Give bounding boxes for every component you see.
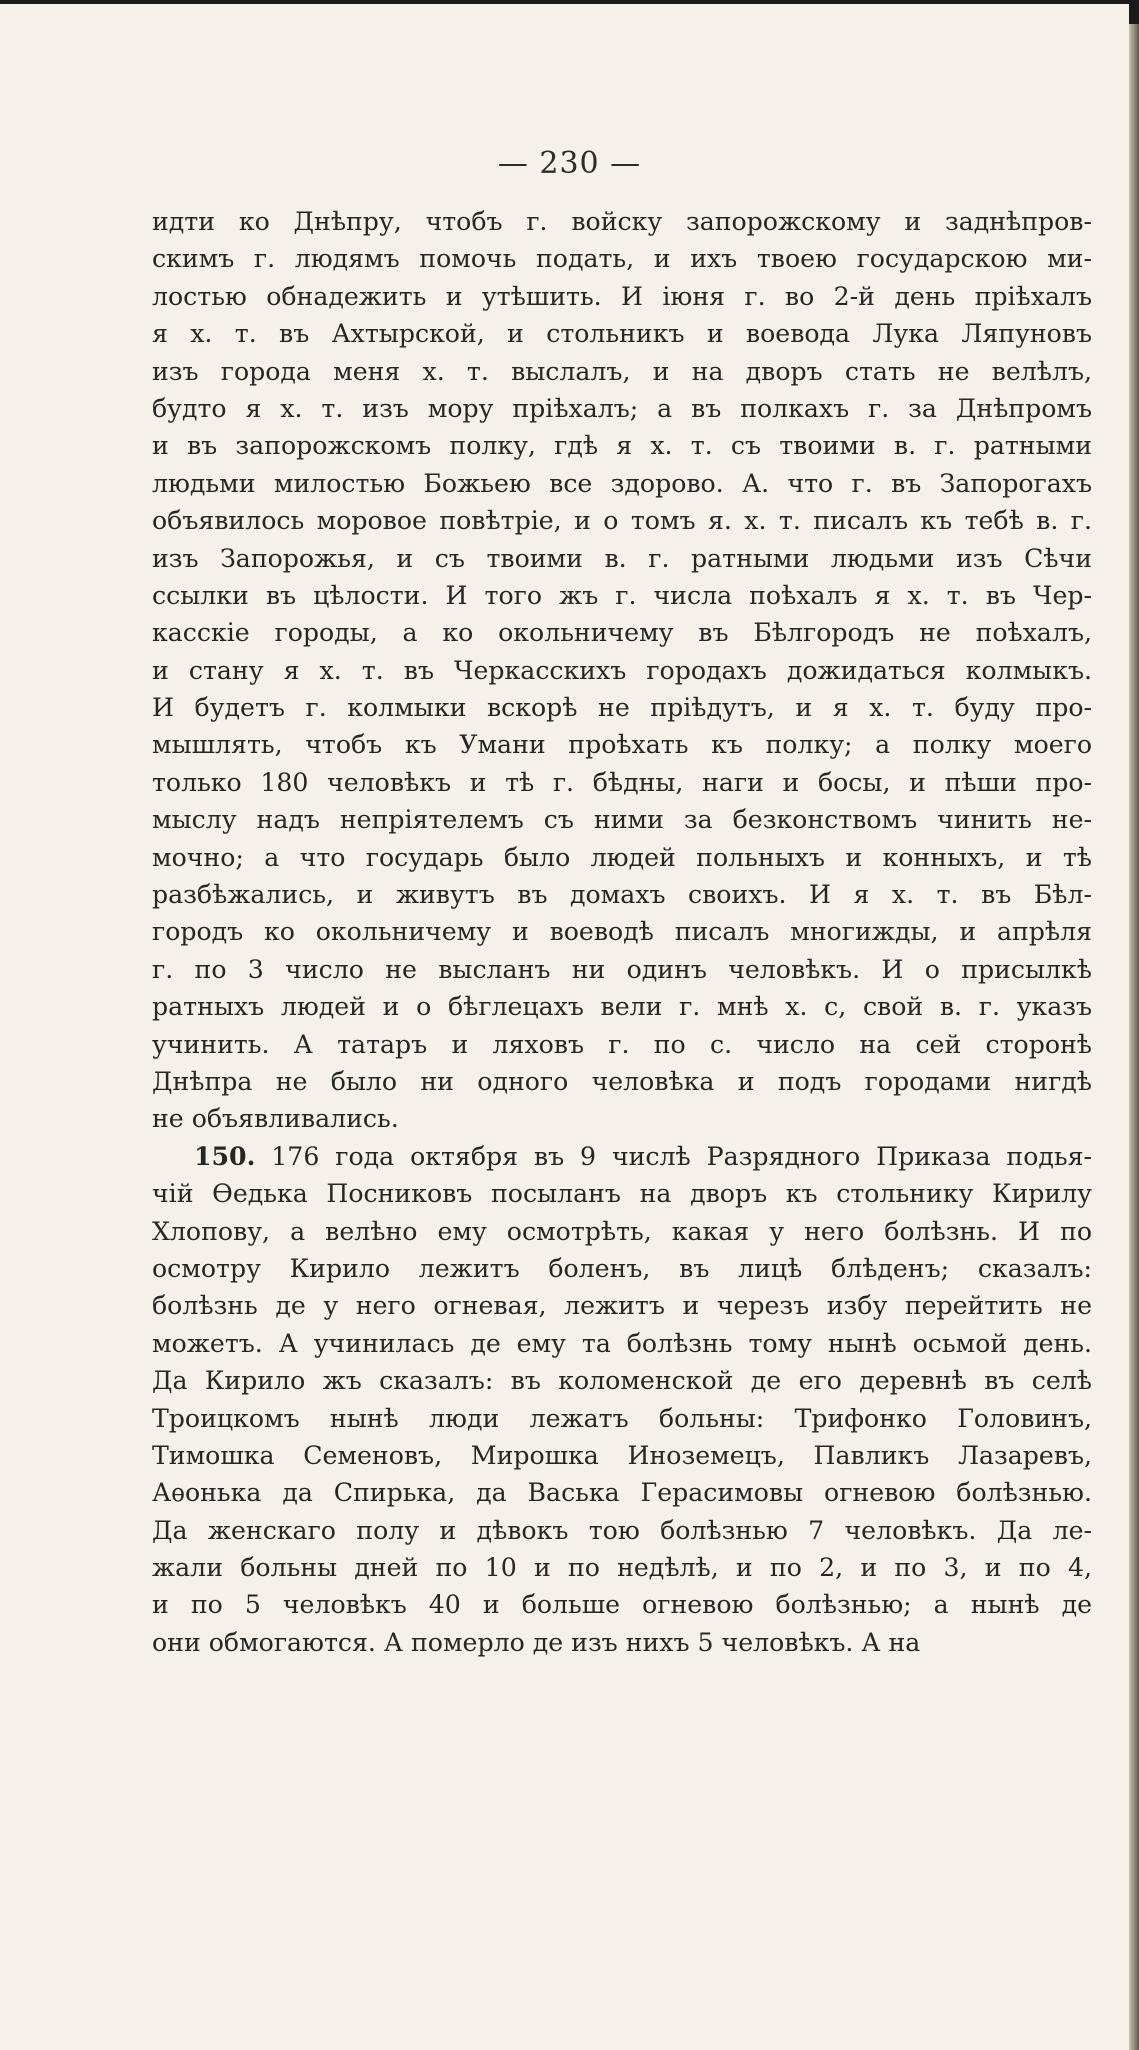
page-edge-corner: [1129, 0, 1139, 24]
text-line: изъ города меня х. т. выслалъ, и на дворъ стать не велѣлъ,: [152, 356, 1092, 386]
text-line: изъ Запорожья, и съ твоими в. г. ратными людьми изъ Сѣчи: [152, 543, 1092, 573]
text-line: Аѳонька да Спирька, да Васька Герасимовы огневою болѣзнью.: [152, 1478, 1092, 1508]
page-edge-shadow: [1129, 0, 1139, 2050]
text-line: и стану я х. т. въ Черкасскихъ городахъ дожидаться колмыкъ.: [152, 655, 1092, 685]
text-line: идти ко Днѣпру, чтобъ г. войску запорожскому и заднѣпров-: [152, 207, 1092, 236]
text-line: городъ ко окольничему и воеводѣ писалъ многижды, и апрѣля: [152, 917, 1092, 947]
text-line: касскіе городы, а ко окольничему въ Бѣлгородъ не поѣхалъ,: [152, 618, 1092, 648]
text-line: болѣзнь де у него огневая, лежитъ и черезъ избу перейтить не: [152, 1291, 1092, 1321]
page-number: — 230 —: [497, 146, 642, 181]
first-line-text: 176 года октября въ 9 числѣ Разрядного Приказа подья-: [271, 1141, 1092, 1171]
text-line: чій Ѳедька Посниковъ посыланъ на дворъ къ стольнику Кирилу: [152, 1179, 1092, 1209]
text-line: учинить. А татаръ и ляховъ г. по с. число на сей сторонѣ: [152, 1029, 1092, 1059]
text-line: Хлопову, а велѣно ему осмотрѣть, какая у него болѣзнь. И по: [152, 1216, 1092, 1246]
text-line: мыслу надъ непріятелемъ съ ними за безконствомъ чинить не-: [152, 805, 1092, 835]
text-line: людьми милостью Божьею все здорово. А. что г. въ Запорогахъ: [152, 468, 1092, 498]
text-line: г. по 3 число не высланъ ни одинъ человѣкъ. И о присылкѣ: [152, 954, 1092, 984]
text-line: лостью обнадежить и утѣшить. И іюня г. во 2-й день пріѣхалъ: [152, 281, 1092, 311]
text-line: ссылки въ цѣлости. И того жъ г. числа поѣхалъ я х. т. въ Чер-: [152, 580, 1092, 610]
text-line: ратныхъ людей и о бѣглецахъ вели г. мнѣ х. с, свой в. г. указъ: [152, 992, 1092, 1022]
body-text: [152, 203, 1092, 1661]
text-line: Троицкомъ нынѣ люди лежатъ больны: Трифонко Головинъ,: [152, 1403, 1092, 1433]
text-line: я х. т. въ Ахтырской, и стольникъ и воевода Лука Ляпуновъ: [152, 319, 1092, 349]
text-line: можетъ. А учинилась де ему та болѣзнь тому нынѣ осьмой день.: [152, 1328, 1092, 1358]
paragraph: [152, 203, 1092, 1138]
text-line: Да Кирило жъ сказалъ: въ коломенской де его деревнѣ въ селѣ: [152, 1366, 1092, 1396]
text-line: будто я х. т. изъ мору пріѣхалъ; а въ полкахъ г. за Днѣпромъ: [152, 393, 1092, 423]
text-line: жали больны дней по 10 и по недѣлѣ, и по 2, и по 3, и по 4,: [152, 1553, 1092, 1583]
text-line: осмотру Кирило лежитъ боленъ, въ лицѣ блѣденъ; сказалъ:: [152, 1253, 1092, 1283]
text-line: скимъ г. людямъ помочь подать, и ихъ твоею государскою ми-: [152, 244, 1092, 274]
text-line: и по 5 человѣкъ 40 и больше огневою болѣзнью; а нынѣ де: [152, 1590, 1092, 1620]
text-line: объявилось моровое повѣтріе, и о томъ я. х. т. писалъ къ тебѣ в. г.: [152, 506, 1092, 536]
text-line: Да женскаго полу и дѣвокъ тою болѣзнью 7 человѣкъ. Да ле-: [152, 1515, 1092, 1545]
text-line: мышлять, чтобъ къ Умани проѣхать къ полку; а полку моего: [152, 730, 1092, 760]
text-line: разбѣжались, и живутъ въ домахъ своихъ. И я х. т. въ Бѣл-: [152, 880, 1092, 910]
text-line: мочно; а что государь было людей польныхъ и конныхъ, и тѣ: [152, 842, 1092, 872]
paragraph-entry-150: [152, 1138, 1092, 1661]
text-line: они обмогаются. А померло де изъ нихъ 5 человѣкъ. А на: [152, 1627, 921, 1657]
text-line: не объявливались.: [152, 1104, 399, 1134]
entry-number: 150.: [194, 1140, 256, 1171]
text-line: и въ запорожскомъ полку, гдѣ я х. т. съ твоими в. г. ратными: [152, 431, 1092, 461]
text-line: только 180 человѣкъ и тѣ г. бѣдны, наги и босы, и пѣши про-: [152, 767, 1092, 797]
paragraph-first-line: [152, 1138, 1092, 1175]
top-border: [0, 0, 1139, 4]
text-line: Днѣпра не было ни одного человѣка и подъ городами нигдѣ: [152, 1066, 1092, 1096]
text-line: И будетъ г. колмыки вскорѣ не пріѣдутъ, и я х. т. буду про-: [152, 693, 1092, 723]
text-line: Тимошка Семеновъ, Мирошка Иноземецъ, Павликъ Лазаревъ,: [152, 1440, 1092, 1470]
